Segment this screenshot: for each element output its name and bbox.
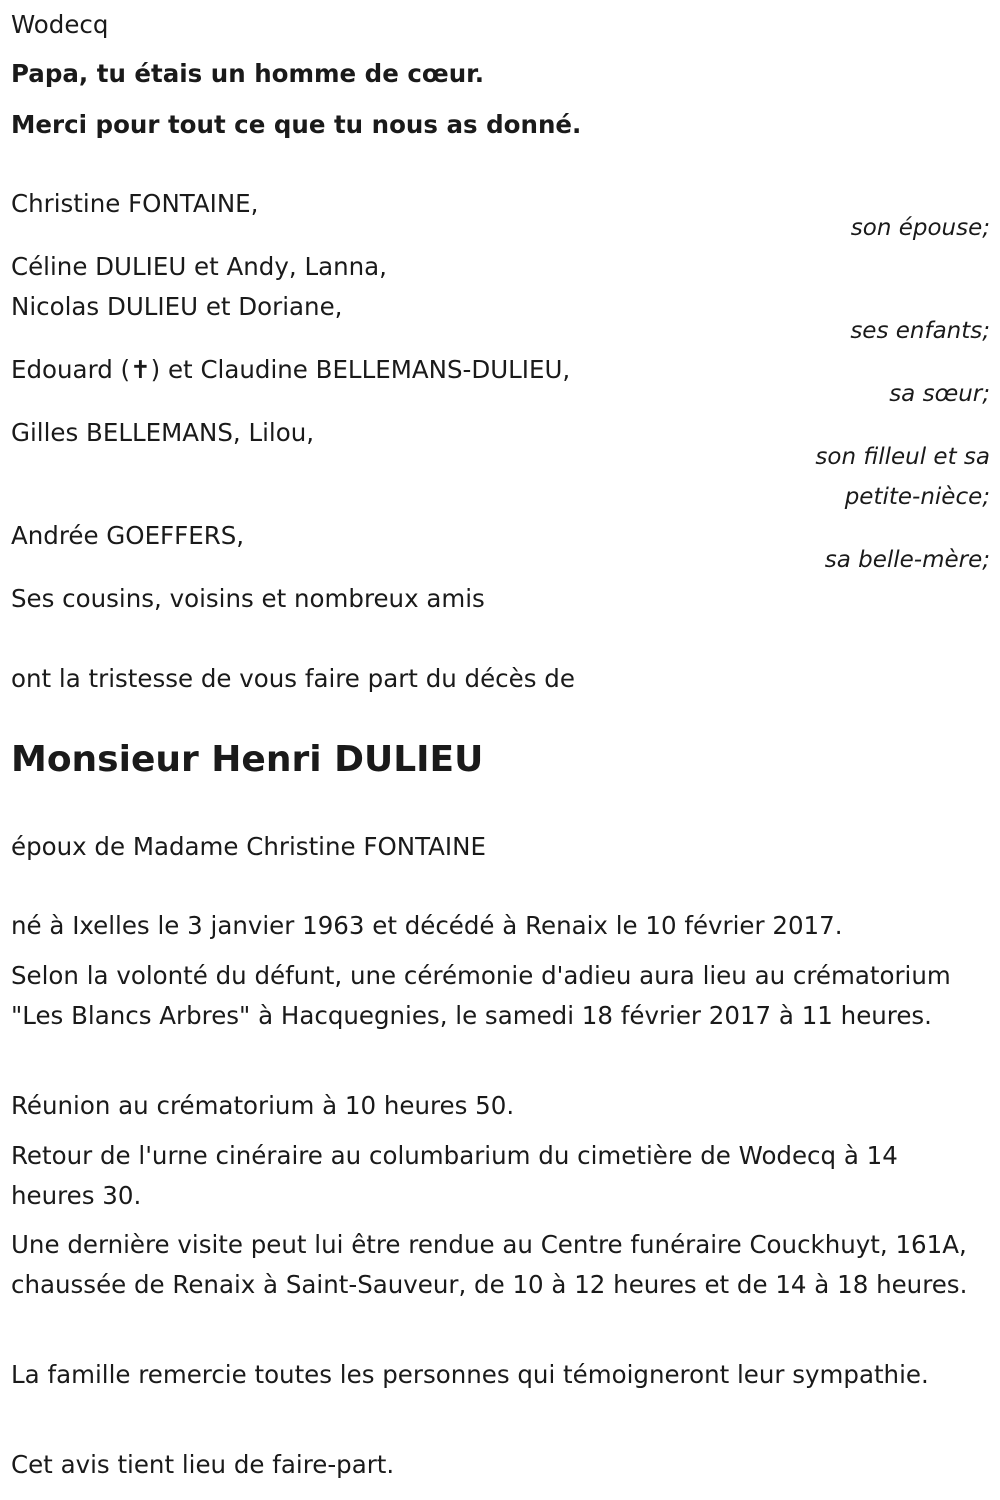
deceased-name: Monsieur Henri DULIEU xyxy=(11,739,484,780)
other-relatives: Ses cousins, voisins et nombreux amis xyxy=(11,584,485,613)
mother-in-law-role: sa belle-mère; xyxy=(824,547,990,573)
children-role: ses enfants; xyxy=(850,318,990,344)
spouse-role: son épouse; xyxy=(850,215,990,241)
visit-paragraph: Une dernière visite peut lui être rendue au Centre funéraire Couckhuyt, 161A, chaussée de Renaix à Saint-Sauveur, de 10 à 12 heures et de 14 à 18 heures. xyxy=(11,1230,968,1299)
ceremony-paragraph: Selon la volonté du défunt, une cérémonie d'adieu aura lieu au crématorium "Les Blancs Arbres" à Hacquegnies, le samedi 18 février 2017 à 11 heures. xyxy=(11,961,951,1030)
sister-role: sa sœur; xyxy=(889,381,990,407)
tribute-line-2: Merci pour tout ce que tu nous as donné. xyxy=(11,110,582,139)
children-line-1: Céline DULIEU et Andy, Lanna, xyxy=(11,252,387,281)
mother-in-law-name: Andrée GOEFFERS, xyxy=(11,521,245,550)
birth-death-line: né à Ixelles le 3 janvier 1963 et décédé à Renaix le 10 février 2017. xyxy=(11,911,843,940)
tribute-line-1: Papa, tu étais un homme de cœur. xyxy=(11,59,485,88)
sister-name: Edouard (✝) et Claudine BELLEMANS-DULIEU, xyxy=(11,355,571,384)
notice-paragraph: Cet avis tient lieu de faire-part. xyxy=(11,1450,395,1479)
town-name: Wodecq xyxy=(11,10,109,39)
meeting-paragraph: Réunion au crématorium à 10 heures 50. xyxy=(11,1091,515,1120)
children-line-2: Nicolas DULIEU et Doriane, xyxy=(11,292,343,321)
godson-role-line-1: son filleul et sa xyxy=(815,444,990,470)
spouse-name: Christine FONTAINE, xyxy=(11,189,259,218)
urn-paragraph: Retour de l'urne cinéraire au columbarium du cimetière de Wodecq à 14 heures 30. xyxy=(11,1141,898,1210)
thanks-paragraph: La famille remercie toutes les personnes qui témoigneront leur sympathie. xyxy=(11,1360,929,1389)
godson-name: Gilles BELLEMANS, Lilou, xyxy=(11,418,315,447)
announcement-intro: ont la tristesse de vous faire part du décès de xyxy=(11,664,575,693)
godson-role-line-2: petite-nièce; xyxy=(844,484,990,510)
spouse-of-line: époux de Madame Christine FONTAINE xyxy=(11,832,486,861)
